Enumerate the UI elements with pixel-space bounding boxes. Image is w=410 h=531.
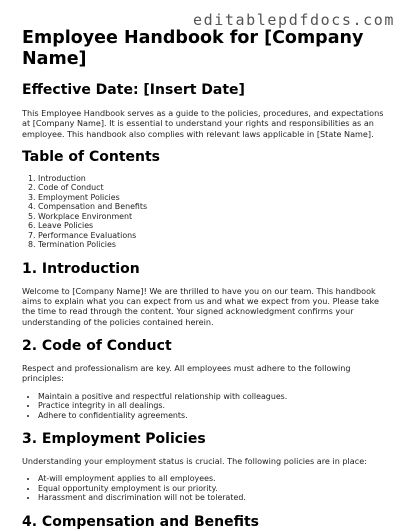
- toc-item: 1. Introduction: [38, 174, 394, 184]
- toc-heading: Table of Contents: [22, 148, 161, 165]
- section-paragraph-introduction: Welcome to [Company Name]! We are thrilled to have you on our team. This handbook aims to explain what you can expect from us and what we expect from you. Please take the time to read through the content. Your signed acknowledgment confirms your understanding of the policies contained herein.: [22, 285, 379, 327]
- toc-list: [22, 174, 394, 250]
- list-item: • At-will employment applies to all employees.: [38, 474, 394, 484]
- toc-item: 8. Termination Policies: [38, 240, 394, 250]
- toc-item: 3. Employment Policies: [38, 193, 394, 203]
- section-heading-employment-policies: 3. Employment Policies: [22, 431, 206, 448]
- document-title: Employee Handbook for [Company Name]: [22, 28, 364, 69]
- intro-paragraph: This Employee Handbook serves as a guide to the policies, procedures, and expectations at [Company Name]. It is essential to understand your rights and responsibilities as an employee. This handbook also complies with relevant laws applicable in [State Name].: [22, 108, 384, 139]
- list-item: • Maintain a positive and respectful relationship with colleagues.: [38, 392, 394, 402]
- toc-item: 2. Code of Conduct: [38, 183, 394, 193]
- list-item: • Adhere to confidentiality agreements.: [38, 411, 394, 421]
- section-paragraph-code-of-conduct: Respect and professionalism are key. All employees must adhere to the following principles:: [22, 363, 351, 384]
- list-item: • Practice integrity in all dealings.: [38, 401, 394, 411]
- section-heading-compensation: 4. Compensation and Benefits: [22, 513, 259, 530]
- employment-policies-list: [22, 474, 394, 503]
- toc-item: 5. Workplace Environment: [38, 212, 394, 222]
- toc-item: 6. Leave Policies: [38, 221, 394, 231]
- code-of-conduct-list: [22, 392, 394, 421]
- section-heading-code-of-conduct: 2. Code of Conduct: [22, 338, 172, 355]
- toc-item: 4. Compensation and Benefits: [38, 202, 394, 212]
- site-watermark: editablepdfdocs.com: [193, 11, 395, 29]
- effective-date-heading: Effective Date: [Insert Date]: [22, 82, 245, 98]
- list-item: • Equal opportunity employment is our priority.: [38, 484, 394, 494]
- toc-item: 7. Performance Evaluations: [38, 231, 394, 241]
- section-paragraph-employment-policies: Understanding your employment status is crucial. The following policies are in place:: [22, 456, 367, 467]
- section-heading-introduction: 1. Introduction: [22, 260, 140, 277]
- handbook-document: [22, 28, 394, 531]
- list-item: • Harassment and discrimination will not be tolerated.: [38, 493, 394, 503]
